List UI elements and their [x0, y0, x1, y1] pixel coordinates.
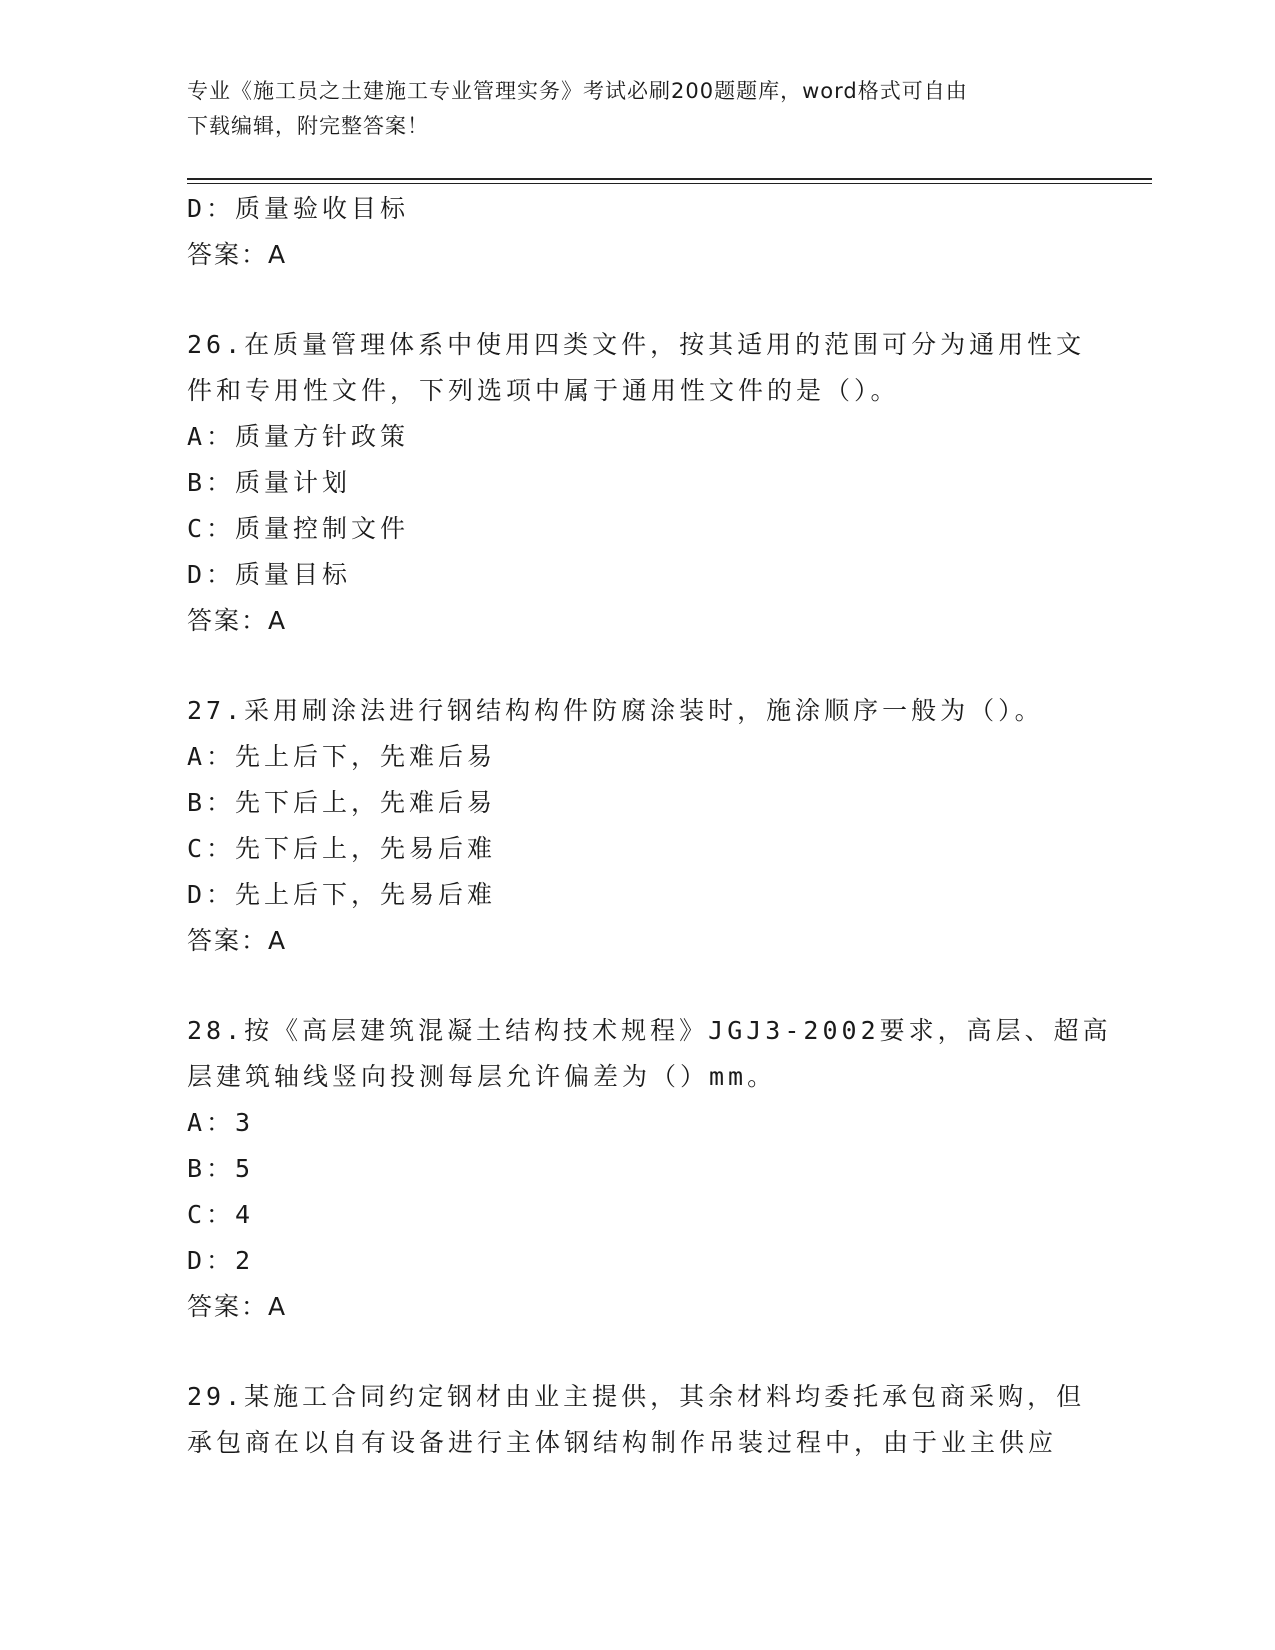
- option-line: C：4: [187, 1200, 255, 1229]
- answer-line: 答案：A: [187, 1292, 288, 1321]
- option-line: C：先下后上，先易后难: [187, 834, 497, 863]
- header-line-1: 专业《施工员之土建施工专业管理实务》考试必刷200题题库，word格式可自由: [187, 79, 968, 103]
- header-line-2: 下载编辑，附完整答案！: [187, 114, 429, 138]
- answer-line: 答案：A: [187, 926, 288, 955]
- option-line: D：质量验收目标: [187, 194, 410, 223]
- spacer: [187, 964, 1087, 1008]
- question-block-29: [187, 1374, 1087, 1466]
- option-line: B：5: [187, 1154, 255, 1183]
- answer-line: 答案：A: [187, 240, 288, 269]
- question-content: [187, 186, 1112, 1466]
- spacer: [187, 644, 1087, 688]
- option-line: B：质量计划: [187, 468, 352, 497]
- spacer: [187, 278, 1087, 322]
- header-rule-thin: [187, 183, 1152, 184]
- header-rule-thick: [187, 178, 1152, 180]
- option-line: D：先上后下，先易后难: [187, 880, 497, 909]
- spacer: [187, 1330, 1087, 1374]
- question-stem: 27.采用刷涂法进行钢结构构件防腐涂装时，施涂顺序一般为（）。: [187, 696, 1044, 725]
- page-header: [187, 74, 1067, 144]
- option-line: A：3: [187, 1108, 255, 1137]
- question-block-28: [187, 1008, 1112, 1330]
- option-line: D：2: [187, 1246, 255, 1275]
- question-stem: 件和专用性文件，下列选项中属于通用性文件的是（）。: [187, 376, 900, 405]
- option-line: D：质量目标: [187, 560, 352, 589]
- option-line: C：质量控制文件: [187, 514, 410, 543]
- question-stem: 26.在质量管理体系中使用四类文件，按其适用的范围可分为通用性文: [187, 330, 1086, 359]
- option-line: A：质量方针政策: [187, 422, 410, 451]
- question-block-27: [187, 688, 1087, 964]
- question-block-26: [187, 322, 1087, 644]
- option-line: B：先下后上，先难后易: [187, 788, 497, 817]
- question-stem: 层建筑轴线竖向投测每层允许偏差为（）mm。: [187, 1062, 777, 1091]
- answer-line: 答案：A: [187, 606, 288, 635]
- option-line: A：先上后下，先难后易: [187, 742, 497, 771]
- question-stem: 29.某施工合同约定钢材由业主提供，其余材料均委托承包商采购，但: [187, 1382, 1086, 1411]
- question-stem: 承包商在以自有设备进行主体钢结构制作吊装过程中，由于业主供应: [187, 1428, 1058, 1457]
- question-stem: 28.按《高层建筑混凝土结构技术规程》JGJ3-2002要求，高层、超高: [187, 1016, 1112, 1045]
